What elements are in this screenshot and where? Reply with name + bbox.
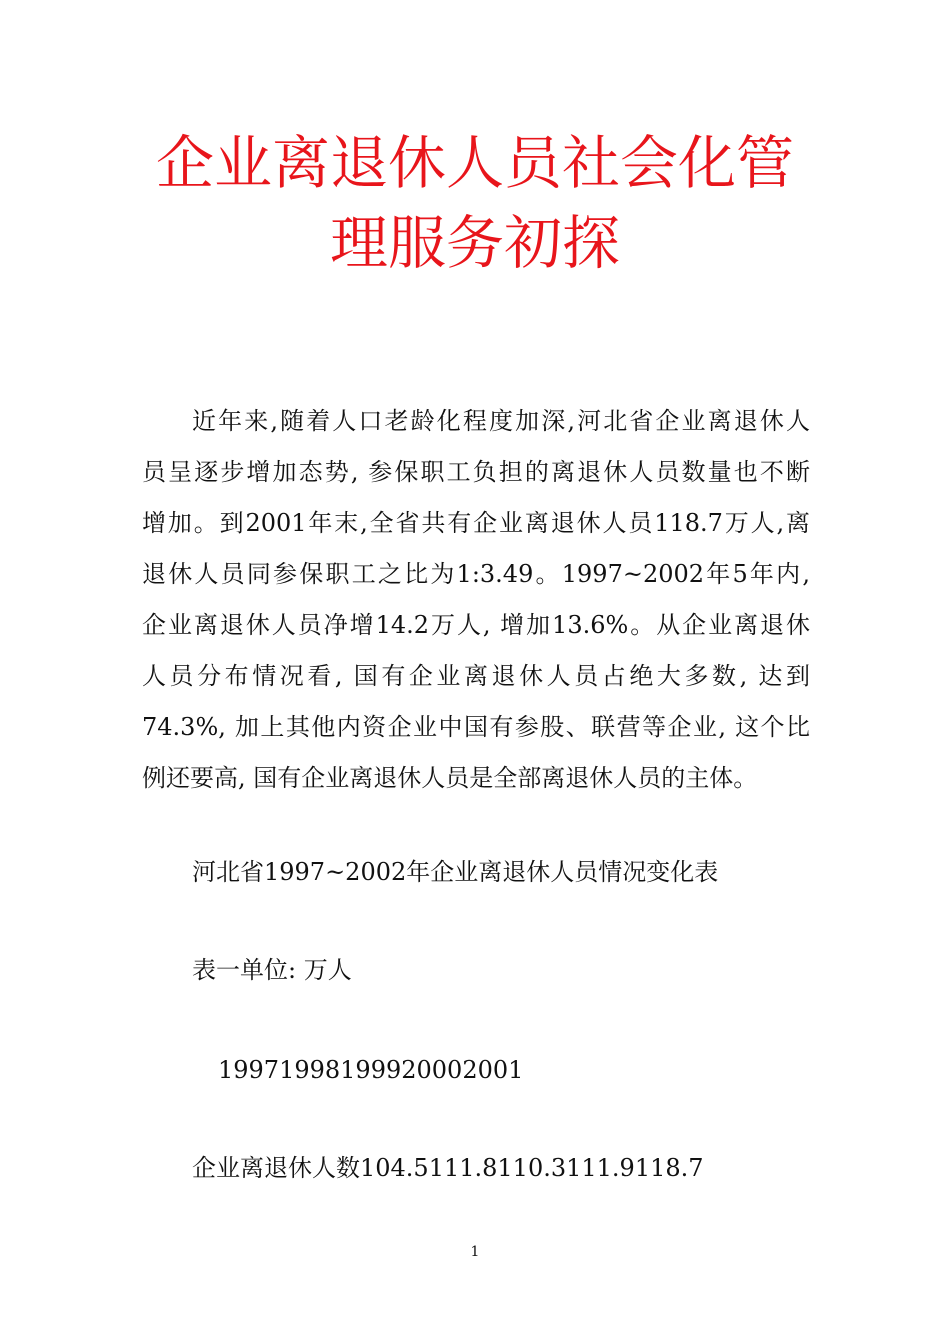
table-data-row: 企业离退休人数104.5111.8110.3111.9118.7 [192, 1154, 704, 1182]
paragraph-line: 增加。到2001年末,全省共有企业离退休人员118.7万人,离 [142, 509, 810, 537]
table-unit: 表一单位: 万人 [192, 956, 352, 984]
paragraph-line: 近年来,随着人口老龄化程度加深,河北省企业离退休人 [192, 407, 810, 435]
table-title: 河北省1997~2002年企业离退休人员情况变化表 [192, 858, 719, 886]
page-number: 1 [470, 1244, 480, 1260]
document-title-line-2: 理服务初探 [329, 209, 620, 277]
paragraph-line: 员呈逐步增加态势, 参保职工负担的离退休人员数量也不断 [142, 458, 810, 486]
paragraph-line: 例还要高, 国有企业离退休人员是全部离退休人员的主体。 [142, 764, 758, 792]
document-title-line-1: 企业离退休人员社会化管 [155, 129, 794, 197]
paragraph-line: 74.3%, 加上其他内资企业中国有参股、联营等企业, 这个比 [142, 713, 810, 741]
paragraph-line: 人员分布情况看, 国有企业离退休人员占绝大多数, 达到 [142, 662, 810, 690]
table-year-row: 19971998199920002001 [218, 1056, 524, 1084]
paragraph-line: 企业离退休人员净增14.2万人, 增加13.6%。从企业离退休 [142, 611, 810, 639]
body-paragraph [142, 396, 810, 804]
paragraph-line: 退休人员同参保职工之比为1:3.49。1997~2002年5年内, [142, 560, 810, 588]
